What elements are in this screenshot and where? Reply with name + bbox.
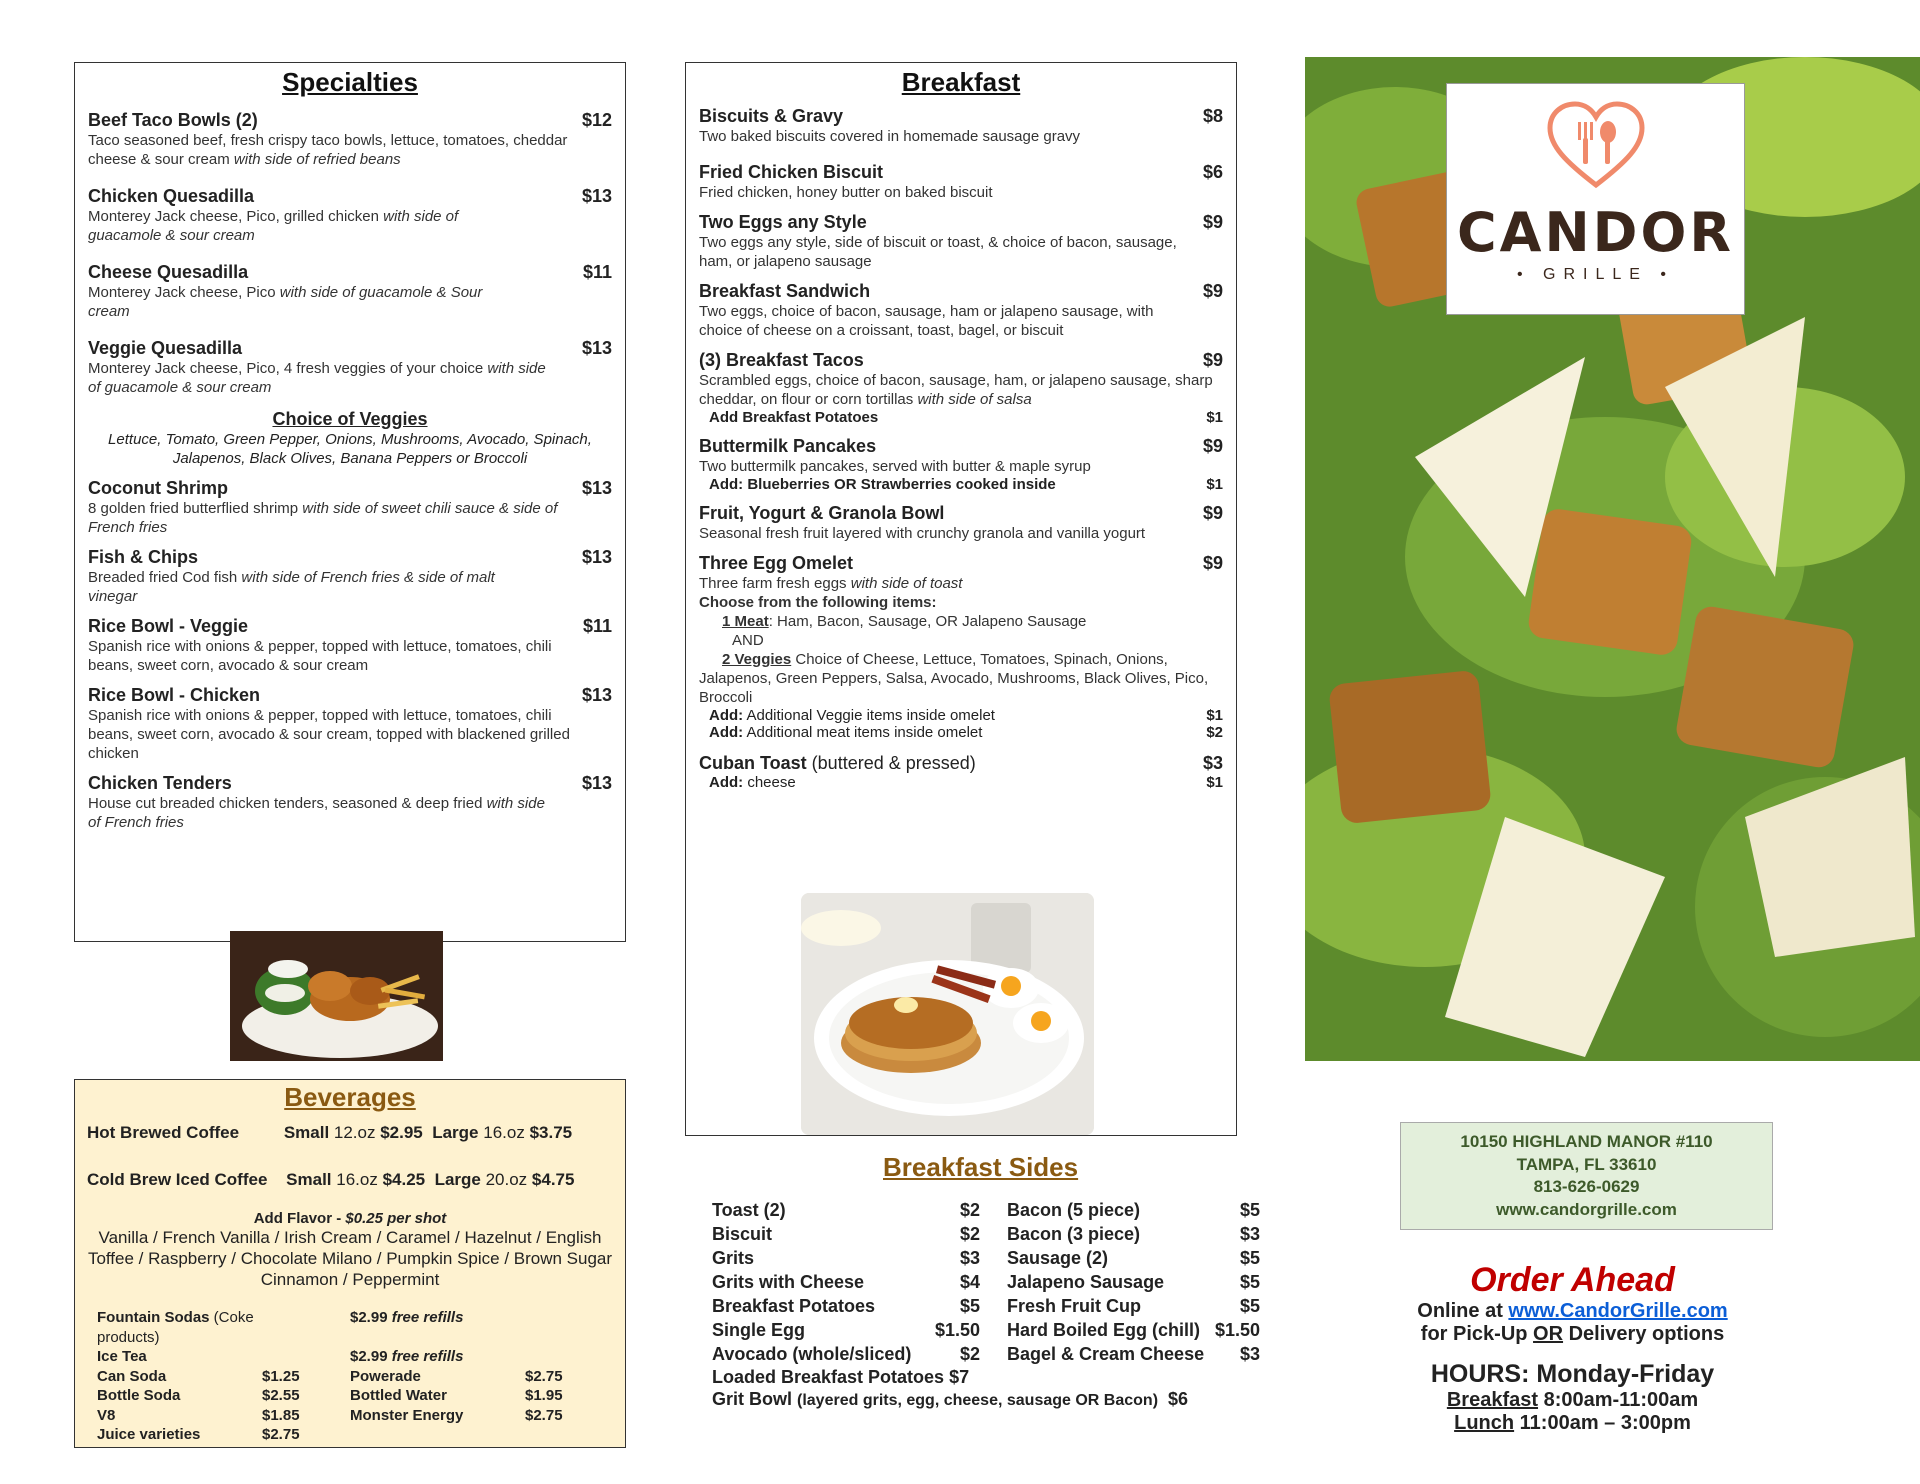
item-price: $13 [581,478,612,498]
side-item: Bacon (3 piece) $3 [1007,1224,1260,1244]
menu-item [88,685,612,763]
order-ahead-section [1380,1261,1765,1435]
phone-number: 813-626-0629 [1533,1177,1640,1196]
sides-right-column [1007,1198,1260,1366]
item-desc: Three farm fresh eggs with side of toast [699,575,963,592]
item-price: $12 [581,110,612,130]
chicken-tenders-illustration [230,931,443,1061]
side-item: Biscuit $2 [712,1224,980,1244]
veggies-choice-desc: Lettuce, Tomato, Green Pepper, Onions, Mushrooms, Avocado, Spinach, Jalapenos, Black Olives, Banana Peppers or Broccoli [108,431,592,467]
item-name: Breakfast Sandwich [699,281,871,301]
side-item: Grits with Cheese $4 [712,1272,980,1292]
side-item: Breakfast Potatoes $5 [712,1296,980,1316]
item-desc: Seasonal fresh fruit layered with crunchy granola and vanilla yogurt [699,525,1146,542]
logo-sub: • GRILLE • [1516,266,1674,283]
item-desc: Breaded fried Cod fish with side of French fries & side of malt vinegar [88,569,495,605]
item-desc: Two eggs any style, side of biscuit or toast, & choice of bacon, sausage, ham, or jalapeno sausage [699,234,1177,270]
side-item: Grits $3 [712,1248,980,1268]
item-price: $9 [1202,281,1223,301]
item-price: $11 [582,616,612,636]
omelet-and: AND [732,632,764,649]
omelet-veggies: 2 Veggies Choice of Cheese, Lettuce, Tomatoes, Spinach, Onions, Jalapenos, Green Peppers, Salsa, Avocado, Mushrooms, Black Olives, Pico, Broccoli [699,651,1209,706]
item-desc: Two eggs, choice of bacon, sausage, ham or jalapeno sausage, with choice of cheese on a croissant, toast, bagel, or biscuit [699,303,1154,339]
soda-price-grid: Fountain Sodas (Coke products) $2.99 free refills Ice Tea $2.99 free refills Can Soda $1.25 Powerade $2.75 Bottle Soda $2.55 Bottled Water $1.95 V8 $1.85 Monster Energy $2.75 Juice varieties $2.75 [97,1309,563,1443]
address-city: TAMPA, FL 33610 [1516,1154,1657,1174]
item-price: $13 [581,685,612,705]
address-box [1400,1122,1773,1230]
order-ahead-title: Order Ahead [1470,1261,1675,1299]
heart-utensils-icon [1546,100,1646,192]
item-desc: House cut breaded chicken tenders, seasoned & deep fried with side of French fries [88,795,545,831]
veggies-choice [88,409,612,468]
order-website-link[interactable]: www.CandorGrille.com [1508,1300,1728,1322]
item-price: $13 [581,186,612,206]
item-name: Veggie Quesadilla [88,338,243,358]
item-name: Coconut Shrimp [88,478,228,498]
menu-item-omelet [699,553,1223,741]
website: www.candorgrille.com [1496,1199,1677,1219]
breakfast-hours: Breakfast 8:00am-11:00am [1446,1389,1699,1411]
chicken-tenders-photo [230,931,443,1061]
menu-item-tacos [699,350,1223,426]
side-item: Bagel & Cream Cheese $3 [1007,1344,1260,1364]
item-name: Biscuits & Gravy [699,106,844,126]
breakfast-sides-title: Breakfast Sides [883,1152,1079,1182]
item-name: (3) Breakfast Tacos [699,350,864,370]
item-name: Fried Chicken Biscuit [699,162,884,182]
side-item: Single Egg $1.50 [712,1320,980,1340]
add-on-row: Add Breakfast Potatoes $1 [709,409,1223,426]
item-price: $13 [581,547,612,567]
beverages-title: Beverages [284,1082,416,1112]
side-item: Toast (2) $2 [712,1200,980,1220]
beverages-panel [74,1079,626,1448]
hot-coffee-row: Hot Brewed Coffee Small 12.oz $2.95 Large 16.oz $3.75 [87,1123,573,1142]
item-desc: Taco seasoned beef, fresh crispy taco bowls, lettuce, tomatoes, cheddar cheese & sour cream with side of refried beans [88,132,568,168]
pickup-line: for Pick-Up OR Delivery options [1420,1323,1725,1345]
item-price: $8 [1202,106,1223,126]
order-online-line: Online at www.CandorGrille.com [1417,1300,1728,1322]
pancakes-photo [801,893,1094,1135]
item-name: Cuban Toast [699,753,807,773]
item-price: $11 [582,262,612,282]
item-name: Buttermilk Pancakes [699,436,877,456]
item-price: $13 [581,773,612,793]
item-price: $9 [1202,503,1223,523]
item-price: $13 [581,338,612,358]
menu-item [88,773,612,832]
veggies-choice-title: Choice of Veggies [272,409,428,429]
item-name: Chicken Tenders [88,773,232,793]
side-item: Avocado (whole/sliced) $2 [712,1344,980,1364]
item-price: $6 [1202,162,1223,182]
specialties-list [88,110,612,832]
menu-item-pancakes [699,436,1223,493]
item-desc: Two baked biscuits covered in homemade sausage gravy [699,128,1081,145]
item-price: $9 [1202,350,1223,370]
item-name: Two Eggs any Style [699,212,867,232]
add-on-row: Add: Additional Veggie items inside omelet $1 [709,707,1223,724]
item-name: Fish & Chips [88,547,199,567]
item-name: Beef Taco Bowls (2) [88,110,258,130]
item-name: Rice Bowl - Chicken [88,685,261,705]
menu-item [88,262,612,321]
menu-item [699,106,1223,146]
pancakes-illustration [801,893,1094,1135]
cold-brew-row: Cold Brew Iced Coffee Small 16.oz $4.25 Large 20.oz $4.75 [87,1170,575,1189]
menu-item-fruit-bowl [699,503,1223,543]
menu-item [88,338,612,397]
address-line: 10150 HIGHLAND MANOR #110 [1460,1132,1713,1151]
loaded-potatoes: Loaded Breakfast Potatoes $7 [712,1367,970,1387]
grit-bowl: Grit Bowl (layered grits, egg, cheese, sausage OR Bacon) $6 [712,1389,1189,1409]
breakfast-title: Breakfast [901,67,1021,97]
sides-extra [712,1366,1188,1412]
lunch-hours: Lunch 11:00am – 3:00pm [1454,1412,1691,1434]
specialties-title: Specialties [282,67,418,97]
menu-item [88,110,612,169]
add-flavor [87,1210,613,1290]
add-on-row: Add: cheese $1 [709,774,1223,791]
candor-grille-logo [1446,83,1745,315]
add-on-row: Add: Additional meat items inside omelet $2 [709,724,1223,741]
specialties-panel [74,62,626,942]
side-item: Jalapeno Sausage $5 [1007,1272,1260,1292]
item-name: Rice Bowl - Veggie [88,616,249,636]
menu-item [88,616,612,675]
add-on-row: Add: Blueberries OR Strawberries cooked inside $1 [709,476,1223,493]
item-name: Fruit, Yogurt & Granola Bowl [699,503,945,523]
menu-item [88,186,612,245]
item-desc: Spanish rice with onions & pepper, topped with lettuce, tomatoes, chili beans, sweet corn, avocado & sour cream, topped with blackened grilled chicken [88,707,570,762]
side-item: Bacon (5 piece) $5 [1007,1200,1260,1220]
flavor-title: Add Flavor - $0.25 per shot [253,1210,447,1227]
item-desc: Monterey Jack cheese, Pico, grilled chicken with side of guacamole & sour cream [88,208,459,244]
sides-left-column [712,1198,980,1366]
menu-item [699,281,1223,340]
item-price: $9 [1202,212,1223,232]
item-desc: Monterey Jack cheese, Pico, 4 fresh veggies of your choice with side of guacamole & sour cream [88,360,546,396]
side-item: Hard Boiled Egg (chill) $1.50 [1007,1320,1260,1340]
menu-item [88,547,612,606]
menu-item [699,162,1223,202]
item-price: $3 [1202,753,1223,773]
logo-brand: CANDOR [1457,201,1734,264]
item-desc: Spanish rice with onions & pepper, topped with lettuce, tomatoes, chili beans, sweet corn, avocado & sour cream [88,638,552,674]
hours-title: HOURS: Monday-Friday [1430,1360,1715,1388]
item-desc: Fried chicken, honey butter on baked biscuit [699,184,993,201]
item-desc: Scrambled eggs, choice of bacon, sausage, ham, or jalapeno sausage, sharp cheddar, on flour or corn tortillas with side of salsa [699,372,1213,408]
item-desc: Two buttermilk pancakes, served with butter & maple syrup [699,458,1091,475]
menu-item [699,212,1223,271]
omelet-meat: 1 Meat: Ham, Bacon, Sausage, OR Jalapeno Sausage [722,613,1087,630]
menu-item [88,478,612,537]
item-name: Chicken Quesadilla [88,186,255,206]
item-name: Three Egg Omelet [699,553,854,573]
item-desc: Monterey Jack cheese, Pico with side of guacamole & Sour cream [88,284,483,320]
menu-item-cuban-toast: Cuban Toast (buttered & pressed) $3 Add: cheese $1 [699,753,1223,791]
item-price: $9 [1202,553,1223,573]
item-desc: 8 golden fried butterflied shrimp with side of sweet chili sauce & side of French fries [88,500,558,536]
flavor-list: Vanilla / French Vanilla / Irish Cream / Caramel / Hazelnut / English Toffee / Raspberry / Chocolate Milano / Pumpkin Spice / Brown Sugar Cinnamon / Peppermint [87,1228,613,1289]
item-price: $9 [1202,436,1223,456]
side-item: Fresh Fruit Cup $5 [1007,1296,1260,1316]
item-name: Cheese Quesadilla [88,262,249,282]
omelet-choose: Choose from the following items: [699,594,937,611]
breakfast-list [699,106,1223,791]
side-item: Sausage (2) $5 [1007,1248,1260,1268]
